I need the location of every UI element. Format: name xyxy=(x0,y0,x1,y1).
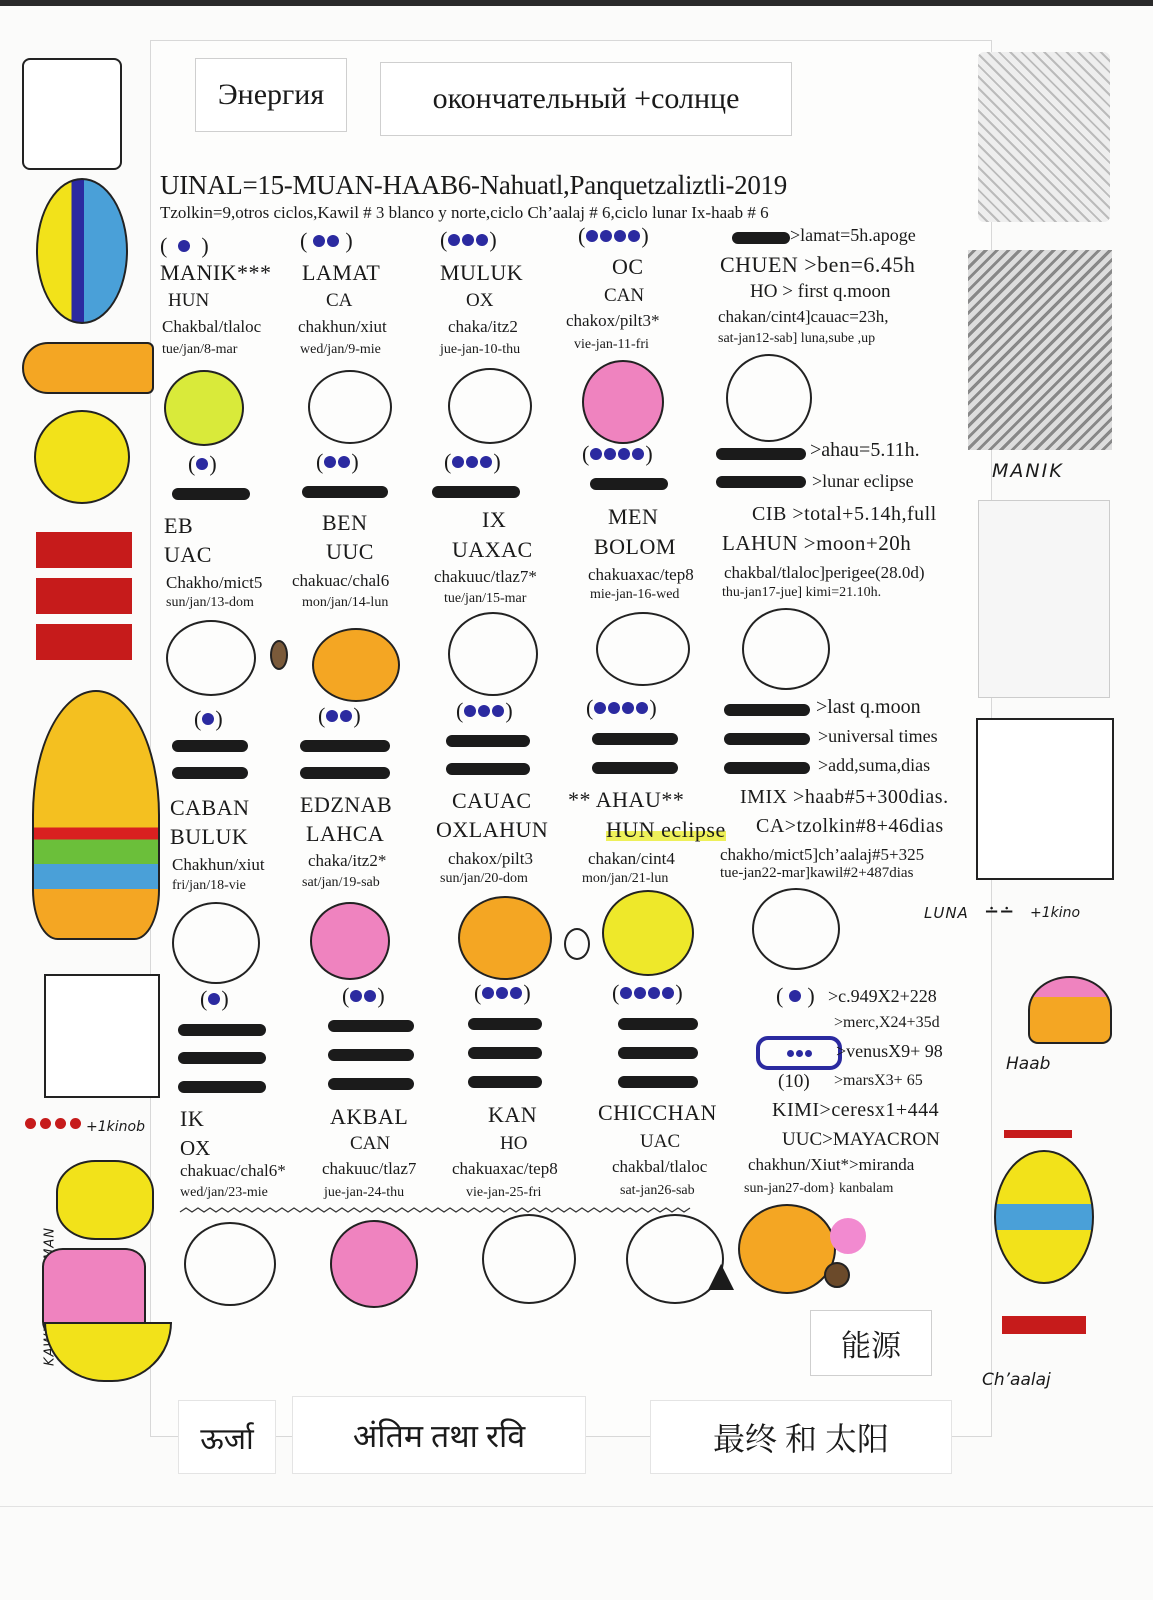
numeral-12-dots: ( ) xyxy=(318,703,361,728)
numeral-17-dots: ( ) xyxy=(342,983,385,1008)
mars-note: >marsX3+ 65 xyxy=(834,1072,923,1089)
day-kan: KAN xyxy=(488,1102,538,1127)
cycle-chakuuc: chakuuc/tlaz7* xyxy=(434,567,537,586)
numeral-11-dot: ( ) xyxy=(194,706,223,731)
numeral-16-dot: ( ) xyxy=(200,986,229,1011)
cycle-chakho-chaalaj: chakho/mict5]ch’aalaj#5+325 xyxy=(720,845,925,864)
cycle-chakox: chakox/pilt3* xyxy=(566,311,660,330)
date-jan11: vie-jan-11-fri xyxy=(574,337,649,352)
day-ix: IX xyxy=(482,507,507,532)
luna-numeral-icon: ∸∸ xyxy=(984,901,1015,921)
numeral-8-dots: ( ) xyxy=(444,449,501,474)
day-edznab: EDZNAB xyxy=(300,792,393,817)
haab-side-label: Haab xyxy=(1006,1054,1051,1074)
cycle-chakho: Chakho/mict5 xyxy=(166,573,263,592)
day-chuen: CHUEN >ben=6.45h xyxy=(720,252,916,277)
numeral-3-dots: ( ) xyxy=(440,227,497,252)
day-manik: MANIK*** xyxy=(160,260,272,285)
date-jan23: wed/jan/23-mie xyxy=(180,1185,268,1200)
cycle-chakhun: chakhun/xiut xyxy=(298,317,387,336)
date-jan9: wed/jan/9-mie xyxy=(300,342,381,357)
date-jan10: jue-jan-10-thu xyxy=(440,342,521,357)
kinob-side-label: +1kinob xyxy=(86,1119,145,1135)
day-kimi: KIMI>ceresx1+444 xyxy=(772,1099,940,1121)
day-akbal: AKBAL xyxy=(330,1104,409,1129)
num-bolom: BOLOM xyxy=(594,534,676,559)
date-jan16: mie-jan-16-wed xyxy=(590,587,680,602)
numeral-18-dots: ( ) xyxy=(474,980,531,1005)
energy-ru-text: Энергия xyxy=(217,78,325,111)
c949-note: >c.949X2+228 xyxy=(828,986,937,1006)
cycle-chakan: chakan/cint4]cauac=23h, xyxy=(718,307,889,326)
day-ahau: ** AHAU** xyxy=(568,787,685,812)
num-ca: CA xyxy=(326,290,353,311)
final-sun-hi-text: अंतिम तथा रवि xyxy=(352,1417,526,1454)
date-jan25: vie-jan-25-fri xyxy=(466,1185,542,1200)
date-jan19: sat/jan/19-sab xyxy=(302,875,380,890)
num-buluk: BULUK xyxy=(170,824,249,849)
num-ca-tzolkin: CA>tzolkin#8+46dias xyxy=(756,815,944,837)
bottom-edge-line xyxy=(0,1506,1153,1507)
cycle-chakhun-miranda: chakhun/Xiut*>miranda xyxy=(748,1155,915,1174)
cycle-chakbal: Chakbal/tlaloc xyxy=(162,317,262,336)
day-muluk: MULUK xyxy=(440,260,524,285)
num-lahun: LAHUN >moon+20h xyxy=(722,531,912,555)
numeral-14-dots: ( ) xyxy=(586,695,657,720)
cycle-chakbal-perigee: chakbal/tlaloc]perigee(28.0d) xyxy=(724,563,925,582)
luna-side-label: LUNA xyxy=(924,904,969,922)
numeral-19-dots: ( ) xyxy=(612,980,683,1005)
date-jan13: sun/jan/13-dom xyxy=(166,595,254,610)
energy-zh-text: 能源 xyxy=(841,1330,901,1363)
day-eb: EB xyxy=(164,513,194,538)
day-men: MEN xyxy=(608,504,659,529)
cycle-chakuuc-tlaz7: chakuuc/tlaz7 xyxy=(322,1159,417,1178)
numeral-9-dots: ( ) xyxy=(582,441,653,466)
day-ben: BEN xyxy=(322,510,368,535)
numeral-2-dots: ( ) xyxy=(300,227,353,253)
numeral-13-dots: ( ) xyxy=(456,698,513,723)
day-cib: CIB >total+5.14h,full xyxy=(752,503,937,525)
energy-hi-text: ऊर्जा xyxy=(200,1422,254,1456)
manik-side-label: MANIK xyxy=(992,460,1064,482)
cycle-chakan-cint4: chakan/cint4 xyxy=(588,849,675,868)
num-ho-kan: HO xyxy=(500,1133,528,1154)
venus-note: >venusX9+ 98 xyxy=(836,1041,943,1061)
day-ik: IK xyxy=(180,1106,205,1131)
num-ox-ik: OX xyxy=(180,1136,211,1160)
cycle-chakuac: chakuac/chal6 xyxy=(292,571,390,590)
num-uac-chicchan: UAC xyxy=(640,1131,681,1152)
luna-suffix: +1kino xyxy=(1030,905,1081,921)
num-can-akbal: CAN xyxy=(350,1133,391,1154)
date-jan26: sat-jan26-sab xyxy=(620,1183,695,1198)
date-jan8: tue/jan/8-mar xyxy=(162,342,238,357)
final-sun-zh-text: 最终 和 太阳 xyxy=(712,1421,889,1457)
numeral-4-dots: ( ) xyxy=(578,223,649,248)
cycle-chaka: chaka/itz2 xyxy=(448,317,518,336)
cycle-chakbal-tlaloc: chakbal/tlaloc xyxy=(612,1157,708,1176)
num-uuc: UUC xyxy=(326,539,374,564)
day-cauac: CAUAC xyxy=(452,788,532,813)
numeral-1-dot-right: ( ) xyxy=(776,982,815,1008)
day-chicchan: CHICCHAN xyxy=(598,1100,717,1125)
merc-note: >merc,X24+35d xyxy=(834,1014,940,1031)
num-uuc-mayacron: UUC>MAYACRON xyxy=(782,1129,940,1150)
dark-triangle-icon xyxy=(708,1264,734,1290)
num-can: CAN xyxy=(604,285,645,306)
day-imix: IMIX >haab#5+300dias. xyxy=(740,786,949,808)
page-subtitle: Tzolkin=9,otros ciclos,Kawil # 3 blanco y norte,ciclo Ch’aalaj # 6,ciclo lunar Ix-haab # 6 xyxy=(160,203,769,222)
date-jan21: mon/jan/21-lun xyxy=(582,871,669,886)
add-suma-dias-note: >add,suma,dias xyxy=(818,755,931,775)
date-jan24: jue-jan-24-thu xyxy=(324,1185,405,1200)
numeral-1-dot: ( ) xyxy=(160,232,209,258)
cycle-chakox-pilt3: chakox/pilt3 xyxy=(448,849,533,868)
date-jan12: sat-jan12-sab] luna,sube ,up xyxy=(718,331,876,346)
final-sun-ru-text: окончательный +солнце xyxy=(432,82,740,115)
lunar-eclipse-note: >lunar eclipse xyxy=(812,471,914,491)
num-uaxac: UAXAC xyxy=(452,537,533,562)
page-title: UINAL=15-MUAN-HAAB6-Nahuatl,Panquetzaliztli-2019 xyxy=(160,170,787,200)
numeral-6-dot: ( ) xyxy=(188,451,217,476)
lamat-note: >lamat=5h.apoge xyxy=(790,225,916,245)
universal-times-note: >universal times xyxy=(818,726,938,746)
cycle-chakuac-chal6: chakuac/chal6* xyxy=(180,1161,286,1180)
date-jan22: tue-jan22-mar]kawil#2+487dias xyxy=(720,865,914,881)
ten-label: (10) xyxy=(778,1071,810,1092)
day-caban: CABAN xyxy=(170,795,250,820)
date-jan15: tue/jan/15-mar xyxy=(444,591,527,606)
num-hun-eclipse: HUN eclipse xyxy=(606,817,726,842)
num-uac: UAC xyxy=(164,542,212,567)
ahau-note: >ahau=5.11h. xyxy=(810,439,920,461)
num-ho: HO > first q.moon xyxy=(750,281,891,302)
cycle-chaka-itz2: chaka/itz2* xyxy=(308,851,387,870)
day-oc: OC xyxy=(612,254,644,279)
num-hun: HUN xyxy=(168,290,210,311)
date-jan27: sun-jan27-dom} kanbalam xyxy=(744,1181,894,1196)
cycle-chakuaxac-tep8: chakuaxac/tep8 xyxy=(452,1159,558,1178)
date-jan14: mon/jan/14-lun xyxy=(302,595,389,610)
date-jan17: thu-jan17-jue] kimi=21.10h. xyxy=(722,585,882,600)
num-ox: OX xyxy=(466,290,494,311)
day-lamat: LAMAT xyxy=(302,260,381,285)
num-oxlahun: OXLAHUN xyxy=(436,817,549,842)
last-q-moon-note: >last q.moon xyxy=(816,696,921,718)
num-lahca: LAHCA xyxy=(306,821,385,846)
chaalaj-side-label: Ch’aalaj xyxy=(982,1370,1051,1390)
cycle-chakhun-xiut: Chakhun/xiut xyxy=(172,855,265,874)
numeral-7-dots: ( ) xyxy=(316,449,359,474)
date-jan20: sun/jan/20-dom xyxy=(440,871,528,886)
cycle-chakuaxac: chakuaxac/tep8 xyxy=(588,565,694,584)
date-jan18: fri/jan/18-vie xyxy=(172,878,246,893)
